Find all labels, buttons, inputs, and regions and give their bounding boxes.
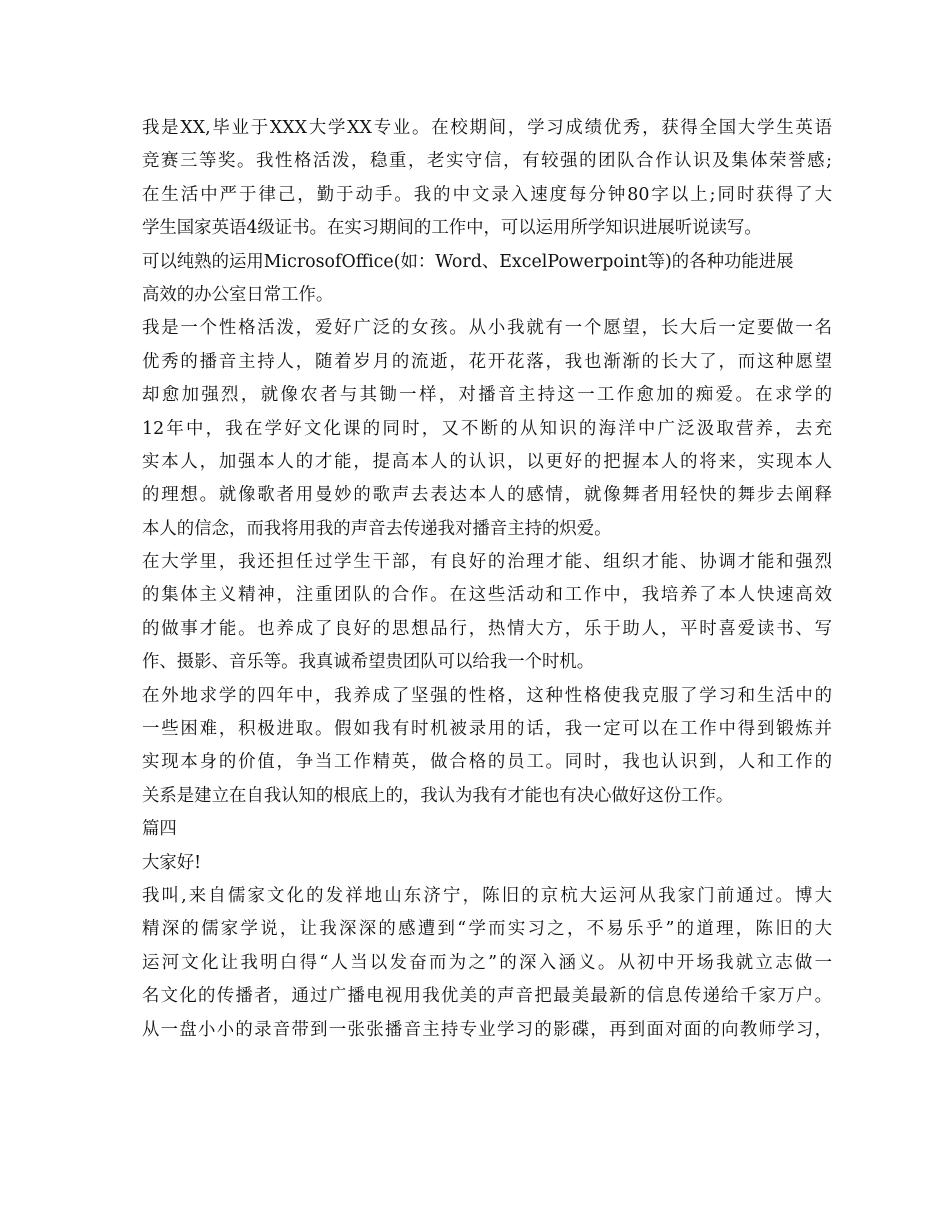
text-line: 高效的办公室日常工作。 [142, 284, 334, 305]
text-line: 学生国家英语4级证书。在实习期间的工作中，可以运用所学知识进展听说读写。 [142, 218, 762, 239]
text-line: 却愈加强烈，就像农者与其锄一样，对播音主持这一工作愈加的痴爱。在求学的 [142, 385, 832, 406]
text-line: 12年中，我在学好文化课的同时，又不断的从知识的海洋中广泛汲取营养，去充 [142, 418, 832, 439]
text-line: 的做事才能。也养成了良好的思想品行，热情大方，乐于助人，平时喜爱读书、写 [142, 618, 832, 639]
text-line: 本人的信念，而我将用我的声音去传递我对播音主持的炽爱。 [142, 518, 612, 539]
text-line: 实本人，加强本人的才能，提高本人的认识，以更好的把握本人的将来，实现本人 [142, 451, 832, 472]
text-line: 运河文化让我明白得“人当以发奋而为之”的深入涵义。从初中开场我就立志做一 [142, 952, 832, 973]
text-line: 关系是建立在自我认知的根底上的，我认为我有才能也有决心做好这份工作。 [142, 785, 734, 806]
text-line: 优秀的播音主持人，随着岁月的流逝，花开花落，我也渐渐的长大了，而这种愿望 [142, 351, 832, 372]
text-line: 在外地求学的四年中，我养成了坚强的性格，这种性格使我克服了学习和生活中的 [142, 685, 832, 706]
text-line: 我叫,来自儒家文化的发祥地山东济宁，陈旧的京杭大运河从我家门前通过。博大 [142, 885, 832, 906]
text-line: 的集体主义精神，注重团队的合作。在这些活动和工作中，我培养了本人快速高效 [142, 585, 832, 606]
text-line: 实现本身的价值，争当工作精英，做合格的员工。同时，我也认识到，人和工作的 [142, 752, 832, 773]
section-heading: 篇四 [142, 819, 177, 840]
text-line: 我是XX,毕业于XXX大学XX专业。在校期间，学习成绩优秀，获得全国大学生英语 [142, 118, 832, 138]
text-line: 一些困难，积极进取。假如我有时机被录用的话，我一定可以在工作中得到锻炼并 [142, 719, 832, 740]
text-line: 我是一个性格活泼，爱好广泛的女孩。从小我就有一个愿望，长大后一定要做一名 [142, 318, 832, 339]
text-line: 竞赛三等奖。我性格活泼，稳重，老实守信，有较强的团队合作认识及集体荣誉感; [142, 151, 832, 172]
text-line: 从一盘小小的录音带到一张张播音主持专业学习的影碟，再到面对面的向教师学习， [142, 1019, 832, 1040]
text-line: 的理想。就像歌者用曼妙的歌声去表达本人的感情，就像舞者用轻快的舞步去阐释 [142, 485, 832, 506]
text-line: 可以纯熟的运用MicrosofOffice(如：Word、ExcelPowerpoint等)的各种功能进展 [142, 251, 794, 272]
text-line: 精深的儒家学说，让我深深的感遭到“学而实习之，不易乐乎”的道理，陈旧的大 [142, 919, 832, 940]
document-body [142, 112, 832, 1047]
text-line: 在大学里，我还担任过学生干部，有良好的治理才能、组织才能、协调才能和强烈 [142, 552, 832, 573]
greeting-line: 大家好! [142, 852, 202, 873]
text-line: 作、摄影、音乐等。我真诚希望贵团队可以给我一个时机。 [142, 652, 595, 673]
text-line: 名文化的传播者，通过广播电视用我优美的声音把最美最新的信息传递给千家万户。 [142, 986, 832, 1007]
text-line: 在生活中严于律己，勤于动手。我的中文录入速度每分钟80字以上;同时获得了大 [142, 184, 832, 205]
